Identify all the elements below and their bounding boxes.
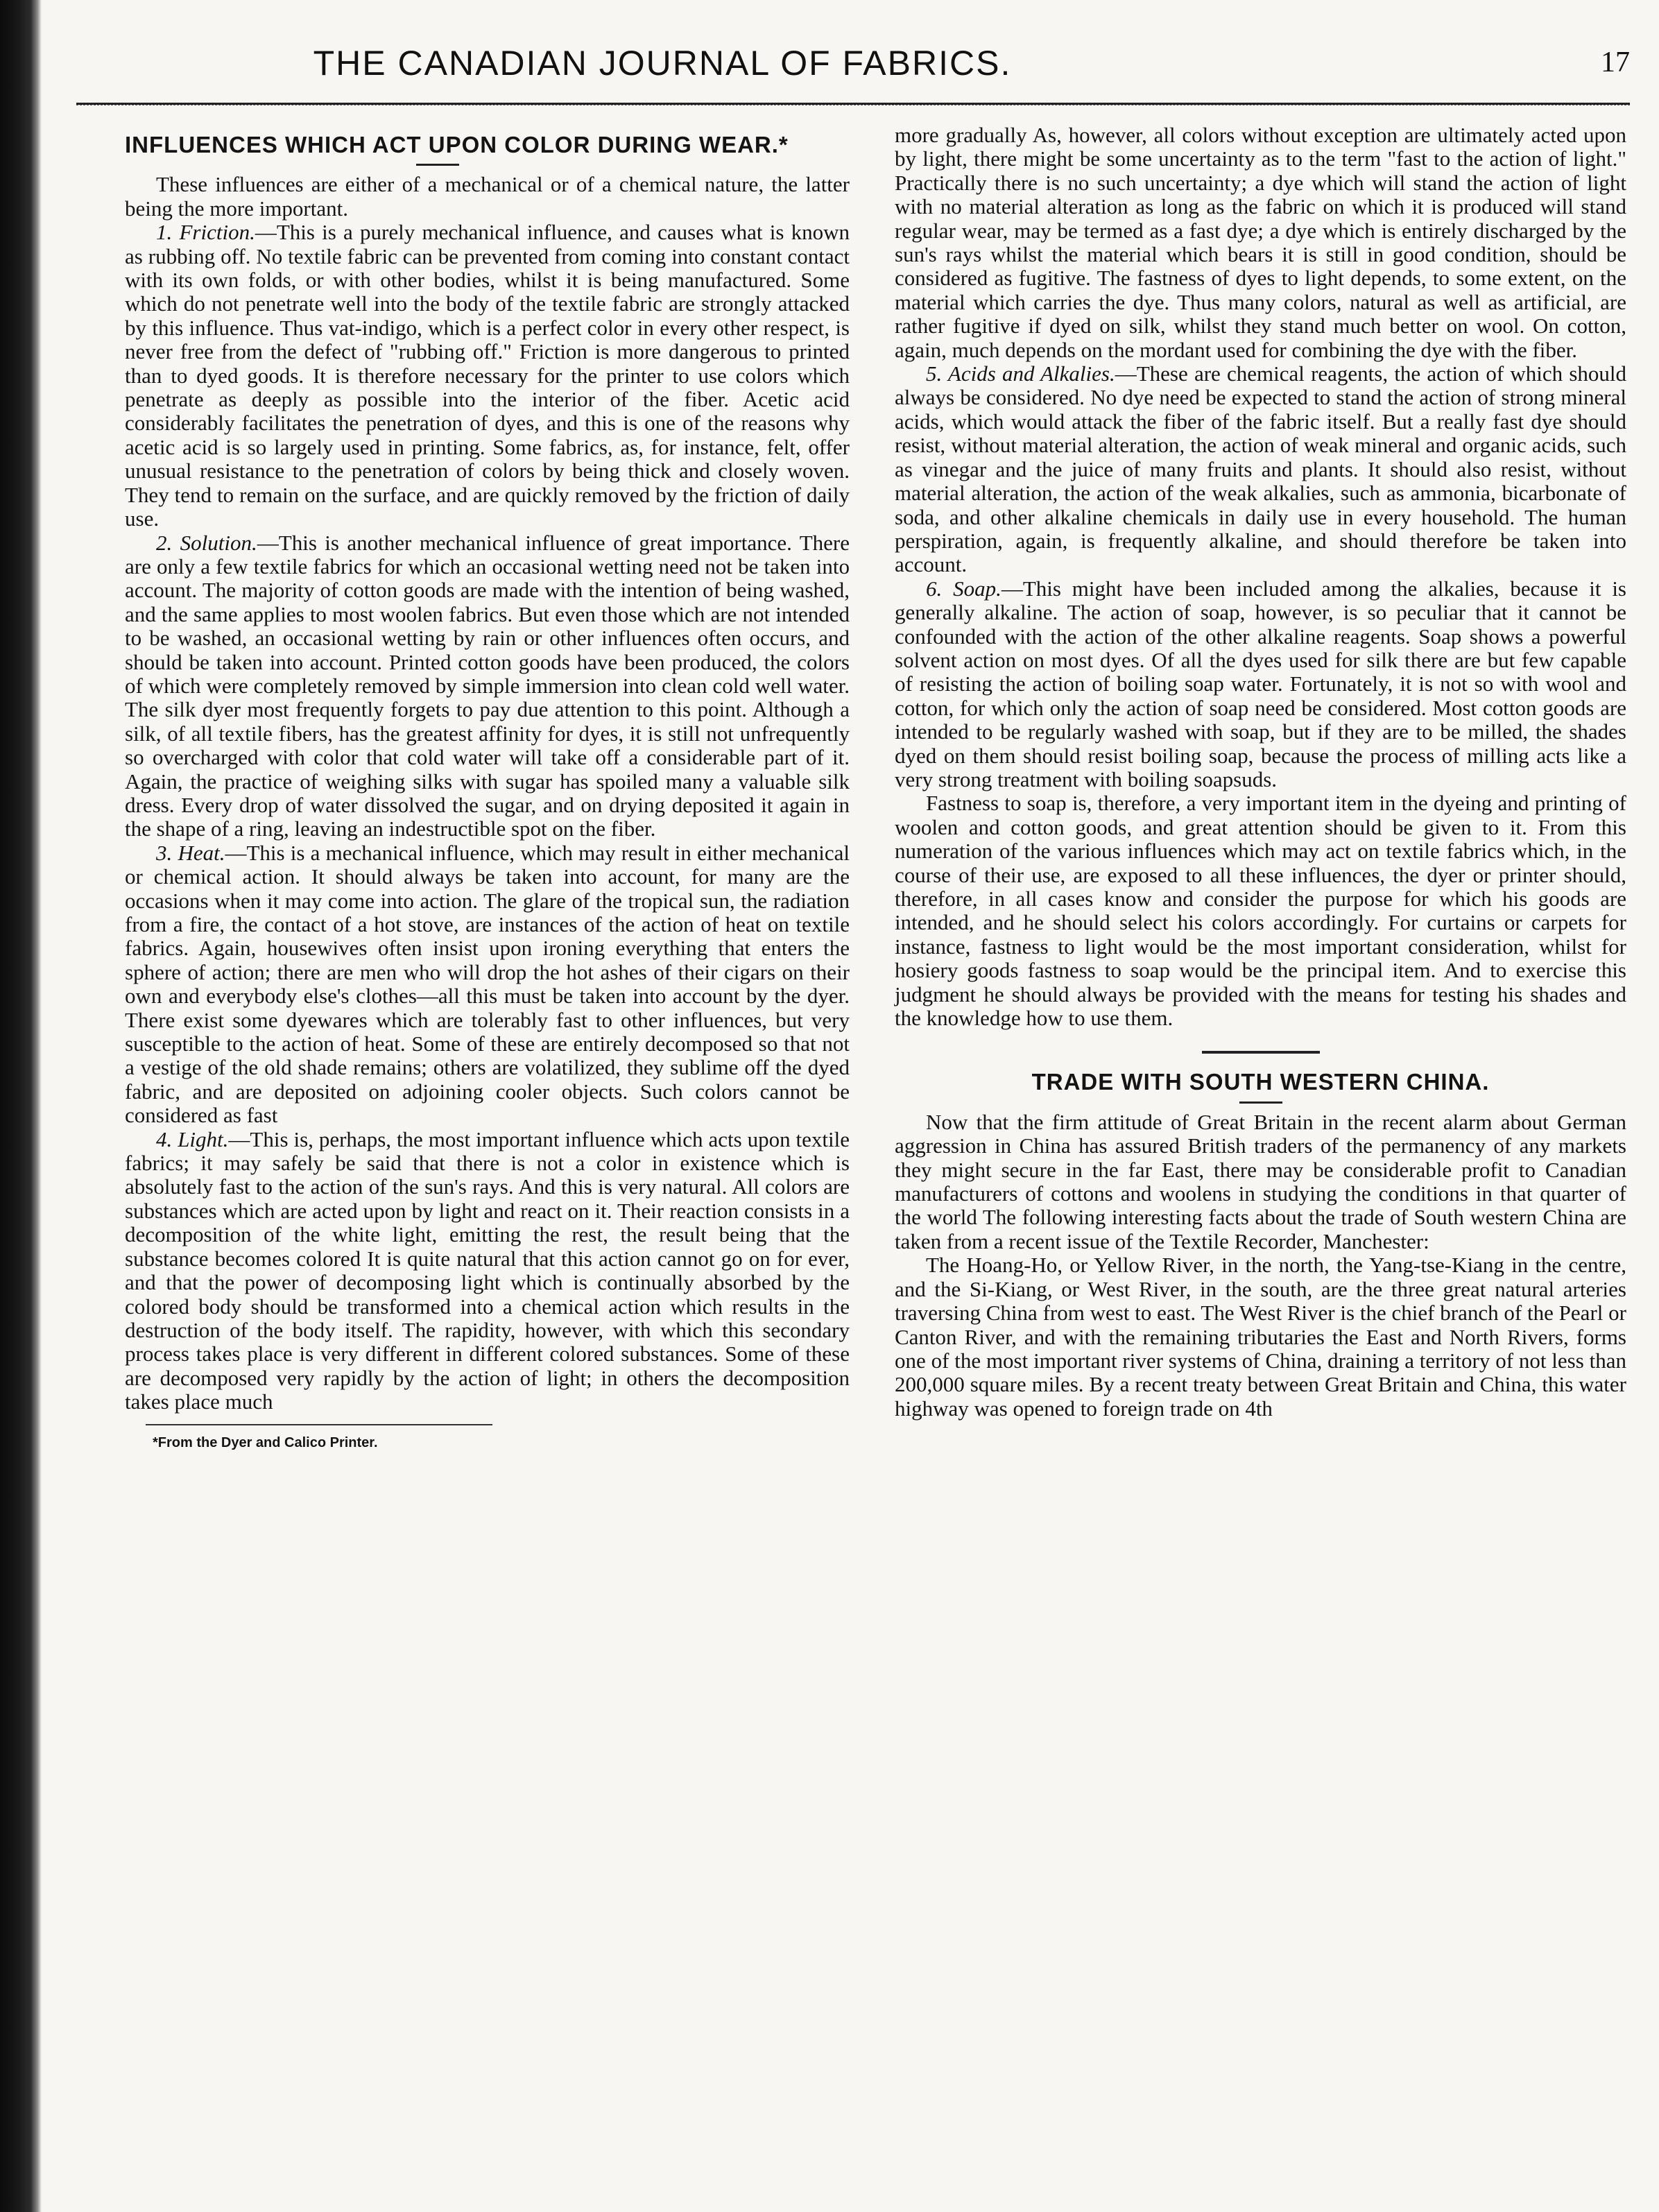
section-light	[125, 1128, 850, 1414]
section-label: 5. Acids and Alkalies.	[926, 361, 1115, 386]
china-paragraph-1: Now that the firm attitude of Great Britain in the recent alarm about German aggression in China has assured British traders of the permanency of any markets they might secure in the far East, there may be considerable profit to Canadian manufacturers of cottons and woolens in studying the conditions in that quarter of the world The following interesting facts about the trade of South western China are taken from a recent issue of the Textile Recorder, Manchester:	[895, 1109, 1626, 1253]
article-title-china-trade: TRADE WITH SOUTH WESTERN CHINA.	[1031, 1069, 1490, 1095]
header-rule	[76, 103, 1630, 105]
section-text: —This is a mechanical influence, which may result in either mechanical or chemical action. It should always be taken into account, for many are the occasions when it may come into action. The glare of the tropical sun, the radiation from a fire, the contact of a hot stove, are instances of the action of heat on textile fabrics. Again, housewives often insist upon ironing everything that enters the sphere of action; there are men who will drop the hot ashes of their cigars on their own and everybody else's clothes—all this must be taken into account by the dyer. There exist some dyewares which are tolerably fast to other influences, but very susceptible to the action of heat. Some of these are entirely decomposed so that not a vestige of the old shade remains; others are volatilized, they sublime off the dyed fabric, and are deposited on adjoining cooler objects. Such colors cannot be considered as fast	[125, 840, 850, 1128]
footnote: *From the Dyer and Calico Printer.	[153, 1434, 378, 1450]
article-conclusion: Fastness to soap is, therefore, a very important item in the dyeing and printing of woolen and cotton goods, and great attention should be given to it. From this numeration of the various influences which may act on textile fabrics which, in the course of their use, are exposed to all these influences, the dyer or printer should, therefore, in all cases know and consider the purpose for which his goods are intended, and he should select his colors accordingly. For curtains or carpets for instance, fastness to light would be the most important consideration, whilst for hosiery goods fastness to soap would be the principal item. And to exercise this judgment he should always be provided with the means for testing his shades and the knowledge how to use them.	[895, 791, 1626, 1031]
left-column	[125, 123, 850, 1455]
section-heat	[125, 841, 850, 1128]
title-rule	[416, 164, 459, 166]
section-acids-alkalies	[895, 362, 1626, 577]
article-intro: These influences are either of a mechanical or of a chemical nature, the latter being the more important.	[125, 172, 850, 221]
section-label: 1. Friction.	[156, 220, 255, 245]
section-divider	[1202, 1051, 1320, 1054]
section-label: 2. Solution.	[156, 530, 257, 555]
section-label: 4. Light.	[156, 1126, 229, 1151]
journal-title: THE CANADIAN JOURNAL OF FABRICS.	[313, 44, 1012, 83]
section-text: —This is another mechanical influence of great importance. There are only a few textile fabrics for which an occasional wetting need not be taken into account. The majority of cotton goods are made with the intention of being washed, and the same applies to most woolen fabrics. But even those which are not intended to be washed, an occasional wetting by rain or other influences often occurs, and should be taken into account. Printed cotton goods have been produced, the colors of which were completely removed by simple immersion into clean cold well water. The silk dyer most frequently forgets to pay due attention to this point. Although a silk, of all textile fibers, has the greatest affinity for dyes, it is still not unfrequently so overcharged with color that cold water will take off a considerable part of it. Again, the practice of weighing silks with sugar has spoiled many a valuable silk dress. Every drop of water dissolved the sugar, and on drying deposited it again in the shape of a ring, leaving an indestructible spot on the fiber.	[125, 530, 850, 841]
title-rule	[1239, 1101, 1282, 1104]
section-text: —This might have been included among the alkalies, because it is generally alkaline. The action of soap, however, is so peculiar that it cannot be confounded with the action of the other alkaline reagents. Soap shows a powerful solvent action on most dyes. Of all the dyes used for silk there are but few capable of resisting the action of boiling soap water. Fortunately, it is not so with wool and cotton, for which only the action of soap need be considered. Most cotton goods are intended to be regularly washed with soap, but if they are to be milled, the shades dyed on them should resist boiling soap, because the process of milling acts like a very strong treatment with boiling soapsuds.	[895, 576, 1626, 791]
section-solution	[125, 531, 850, 841]
section-label: 6. Soap.	[926, 576, 1002, 601]
page-number: 17	[1601, 46, 1630, 78]
article-title-color-wear: INFLUENCES WHICH ACT UPON COLOR DURING WEAR.*	[125, 132, 789, 157]
section-text: —This is, perhaps, the most important influence which acts upon textile fabrics; it may safely be said that there is not a color in existence which is absolutely fast to the action of the sun's rays. And this is very natural. All colors are substances which are acted upon by light and react on it. Their reaction consists in a decomposition of the white light, emitting the rest, the result being that the substance becomes colored It is quite natural that this action cannot go on for ever, and that the power of decomposing light which is continually absorbed by the colored body should be transformed into a chemical action which results in the destruction of the body itself. The rapidity, however, with which this secondary process takes place is very different in different colored substances. Some of these are decomposed very rapidly by the action of light; in others the decomposition takes place much	[125, 1126, 850, 1414]
section-label: 3. Heat.	[156, 840, 225, 865]
running-head	[90, 43, 1644, 98]
right-column	[895, 123, 1626, 1421]
section-soap	[895, 577, 1626, 792]
footnote-rule	[146, 1424, 492, 1425]
section-text: —This is a purely mechanical influence, and causes what is known as rubbing off. No textile fabric can be prevented from coming into constant contact with its own folds, or with other bodies, whilst it is being manufactured. Some which do not penetrate well into the body of the textile fabric are strongly attacked by this influence. Thus vat-indigo, which is a perfect color in every other respect, is never free from the defect of "rubbing off." Friction is more dangerous to printed than to dyed goods. It is therefore necessary for the printer to use colors which penetrate as deeply as possible into the interior of the fiber. Acetic acid considerably facilitates the penetration of dyes, and this is one of the reasons why acetic acid is so largely used in printing. Some fabrics, as, for instance, felt, offer unusual resistance to the penetration of colors by being thick and closely woven. They tend to remain on the surface, and are quickly removed by the friction of daily use.	[125, 220, 850, 531]
section-friction	[125, 221, 850, 531]
section-text: —These are chemical reagents, the action of which should always be considered. No dye need be expected to stand the action of strong mineral acids, which would attack the fiber of the fabric itself. But a really fast dye should resist, without material alteration, the action of weak mineral and organic acids, such as vinegar and the juice of many fruits and plants. It should also resist, without material alteration, the action of the weak alkalies, such as ammonia, bicarbonate of soda, and other alkaline chemicals in daily use in every household. The human perspiration, again, is frequently alkaline, and should therefore be taken into account.	[895, 361, 1627, 577]
binding-edge	[0, 0, 42, 2212]
china-paragraph-2: The Hoang-Ho, or Yellow River, in the north, the Yang-tse-Kiang in the centre, and the Si-Kiang, or West River, in the south, are the three great natural arteries traversing China from west to east. The West River is the chief branch of the Pearl or Canton River, and with the remaining tributaries the East and North Rivers, forms one of the most important river systems of China, draining a territory of not less than 200,000 square miles. By a recent treaty between Great Britain and China, this water highway was opened to foreign trade on 4th	[895, 1253, 1626, 1421]
section-light-continued: more gradually As, however, all colors without exception are ultimately acted upon by light, there might be some uncertainty as to the term "fast to the action of light." Practically there is no such uncertainty; a dye which will stand the action of light with no material alteration as long as the fabric on which it is produced will stand regular wear, may be termed as a fast dye; a dye which is entirely discharged by the sun's rays whilst the material which bears it is still in good condition, should be considered as fugitive. The fastness of dyes to light depends, to some extent, on the material which carries the dye. Thus many colors, natural as well as artificial, are rather fugitive if dyed on silk, whilst they stand much better on wool. On cotton, again, much depends on the mordant used for combining the dye with the fiber.	[895, 123, 1626, 362]
